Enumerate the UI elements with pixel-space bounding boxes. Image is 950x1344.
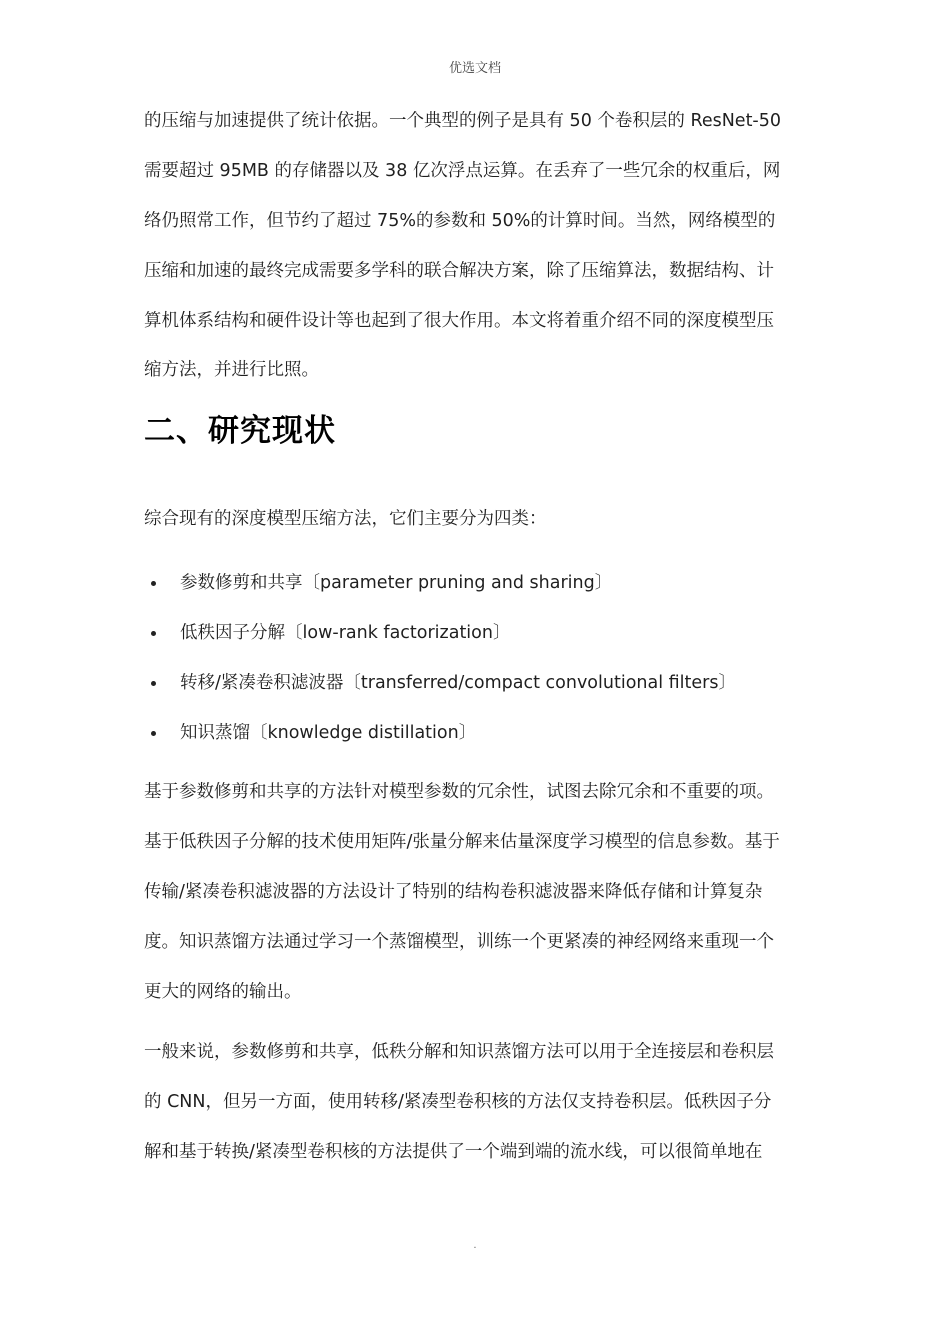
list-item	[144, 721, 810, 745]
list-item-label: 低秩因子分解〔low-rank factorization〕	[180, 623, 511, 643]
list-item-label: 知识蒸馏〔knowledge distillation〕	[180, 723, 477, 743]
paragraph-line: 度。知识蒸馏方法通过学习一个蒸馏模型，训练一个更紧凑的神经网络来重现一个	[144, 932, 774, 952]
page-footer: .	[473, 1240, 477, 1251]
paragraph-line: 解和基于转换/紧凑型卷积核的方法提供了一个端到端的流水线，可以很简单地在	[144, 1142, 763, 1162]
paragraph-line: 更大的网络的输出。	[144, 982, 302, 1002]
page-header: 优选文档	[448, 61, 501, 76]
paragraph-line: 缩方法，并进行比照。	[144, 360, 319, 380]
list-item-label: 转移/紧凑卷积滤波器〔transferred/compact convolutional filters〕	[180, 673, 736, 693]
list-item-label: 参数修剪和共享〔parameter pruning and sharing〕	[180, 573, 613, 593]
bullet-icon	[151, 581, 156, 586]
bullet-icon	[151, 631, 156, 636]
paragraph-line: 需要超过 95MB 的存储器以及 38 亿次浮点运算。在丢弃了一些冗余的权重后，网	[144, 161, 781, 181]
paragraph-line: 的压缩与加速提供了统计依据。一个典型的例子是具有 50 个卷积层的 ResNet-50	[144, 111, 782, 131]
paragraph-line: 络仍照常工作，但节约了超过 75%的参数和 50%的计算时间。当然，网络模型的	[144, 211, 776, 231]
intro-text: 综合现有的深度模型压缩方法，它们主要分为四类：	[144, 509, 547, 529]
paragraph-line: 算机体系结构和硬件设计等也起到了很大作用。本文将着重介绍不同的深度模型压	[144, 311, 774, 331]
paragraph-line: 传输/紧凑卷积滤波器的方法设计了特别的结构卷积滤波器来降低存储和计算复杂	[144, 882, 763, 902]
paragraph-line: 基于参数修剪和共享的方法针对模型参数的冗余性，试图去除冗余和不重要的项。	[144, 782, 774, 802]
section-heading: 二、研究现状	[144, 413, 336, 449]
paragraph-line: 一般来说，参数修剪和共享，低秩分解和知识蒸馏方法可以用于全连接层和卷积层	[144, 1042, 774, 1062]
paragraph-line: 基于低秩因子分解的技术使用矩阵/张量分解来估量深度学习模型的信息参数。基于	[144, 832, 780, 852]
paragraph-line: 的 CNN，但另一方面，使用转移/紧凑型卷积核的方法仅支持卷积层。低秩因子分	[144, 1092, 772, 1112]
list-item	[144, 621, 810, 645]
paragraph-line: 压缩和加速的最终完成需要多学科的联合解决方案，除了压缩算法，数据结构、计	[144, 261, 774, 281]
bullet-icon	[151, 681, 156, 686]
list-item	[144, 671, 810, 695]
bullet-icon	[151, 731, 156, 736]
list-item	[144, 571, 810, 595]
